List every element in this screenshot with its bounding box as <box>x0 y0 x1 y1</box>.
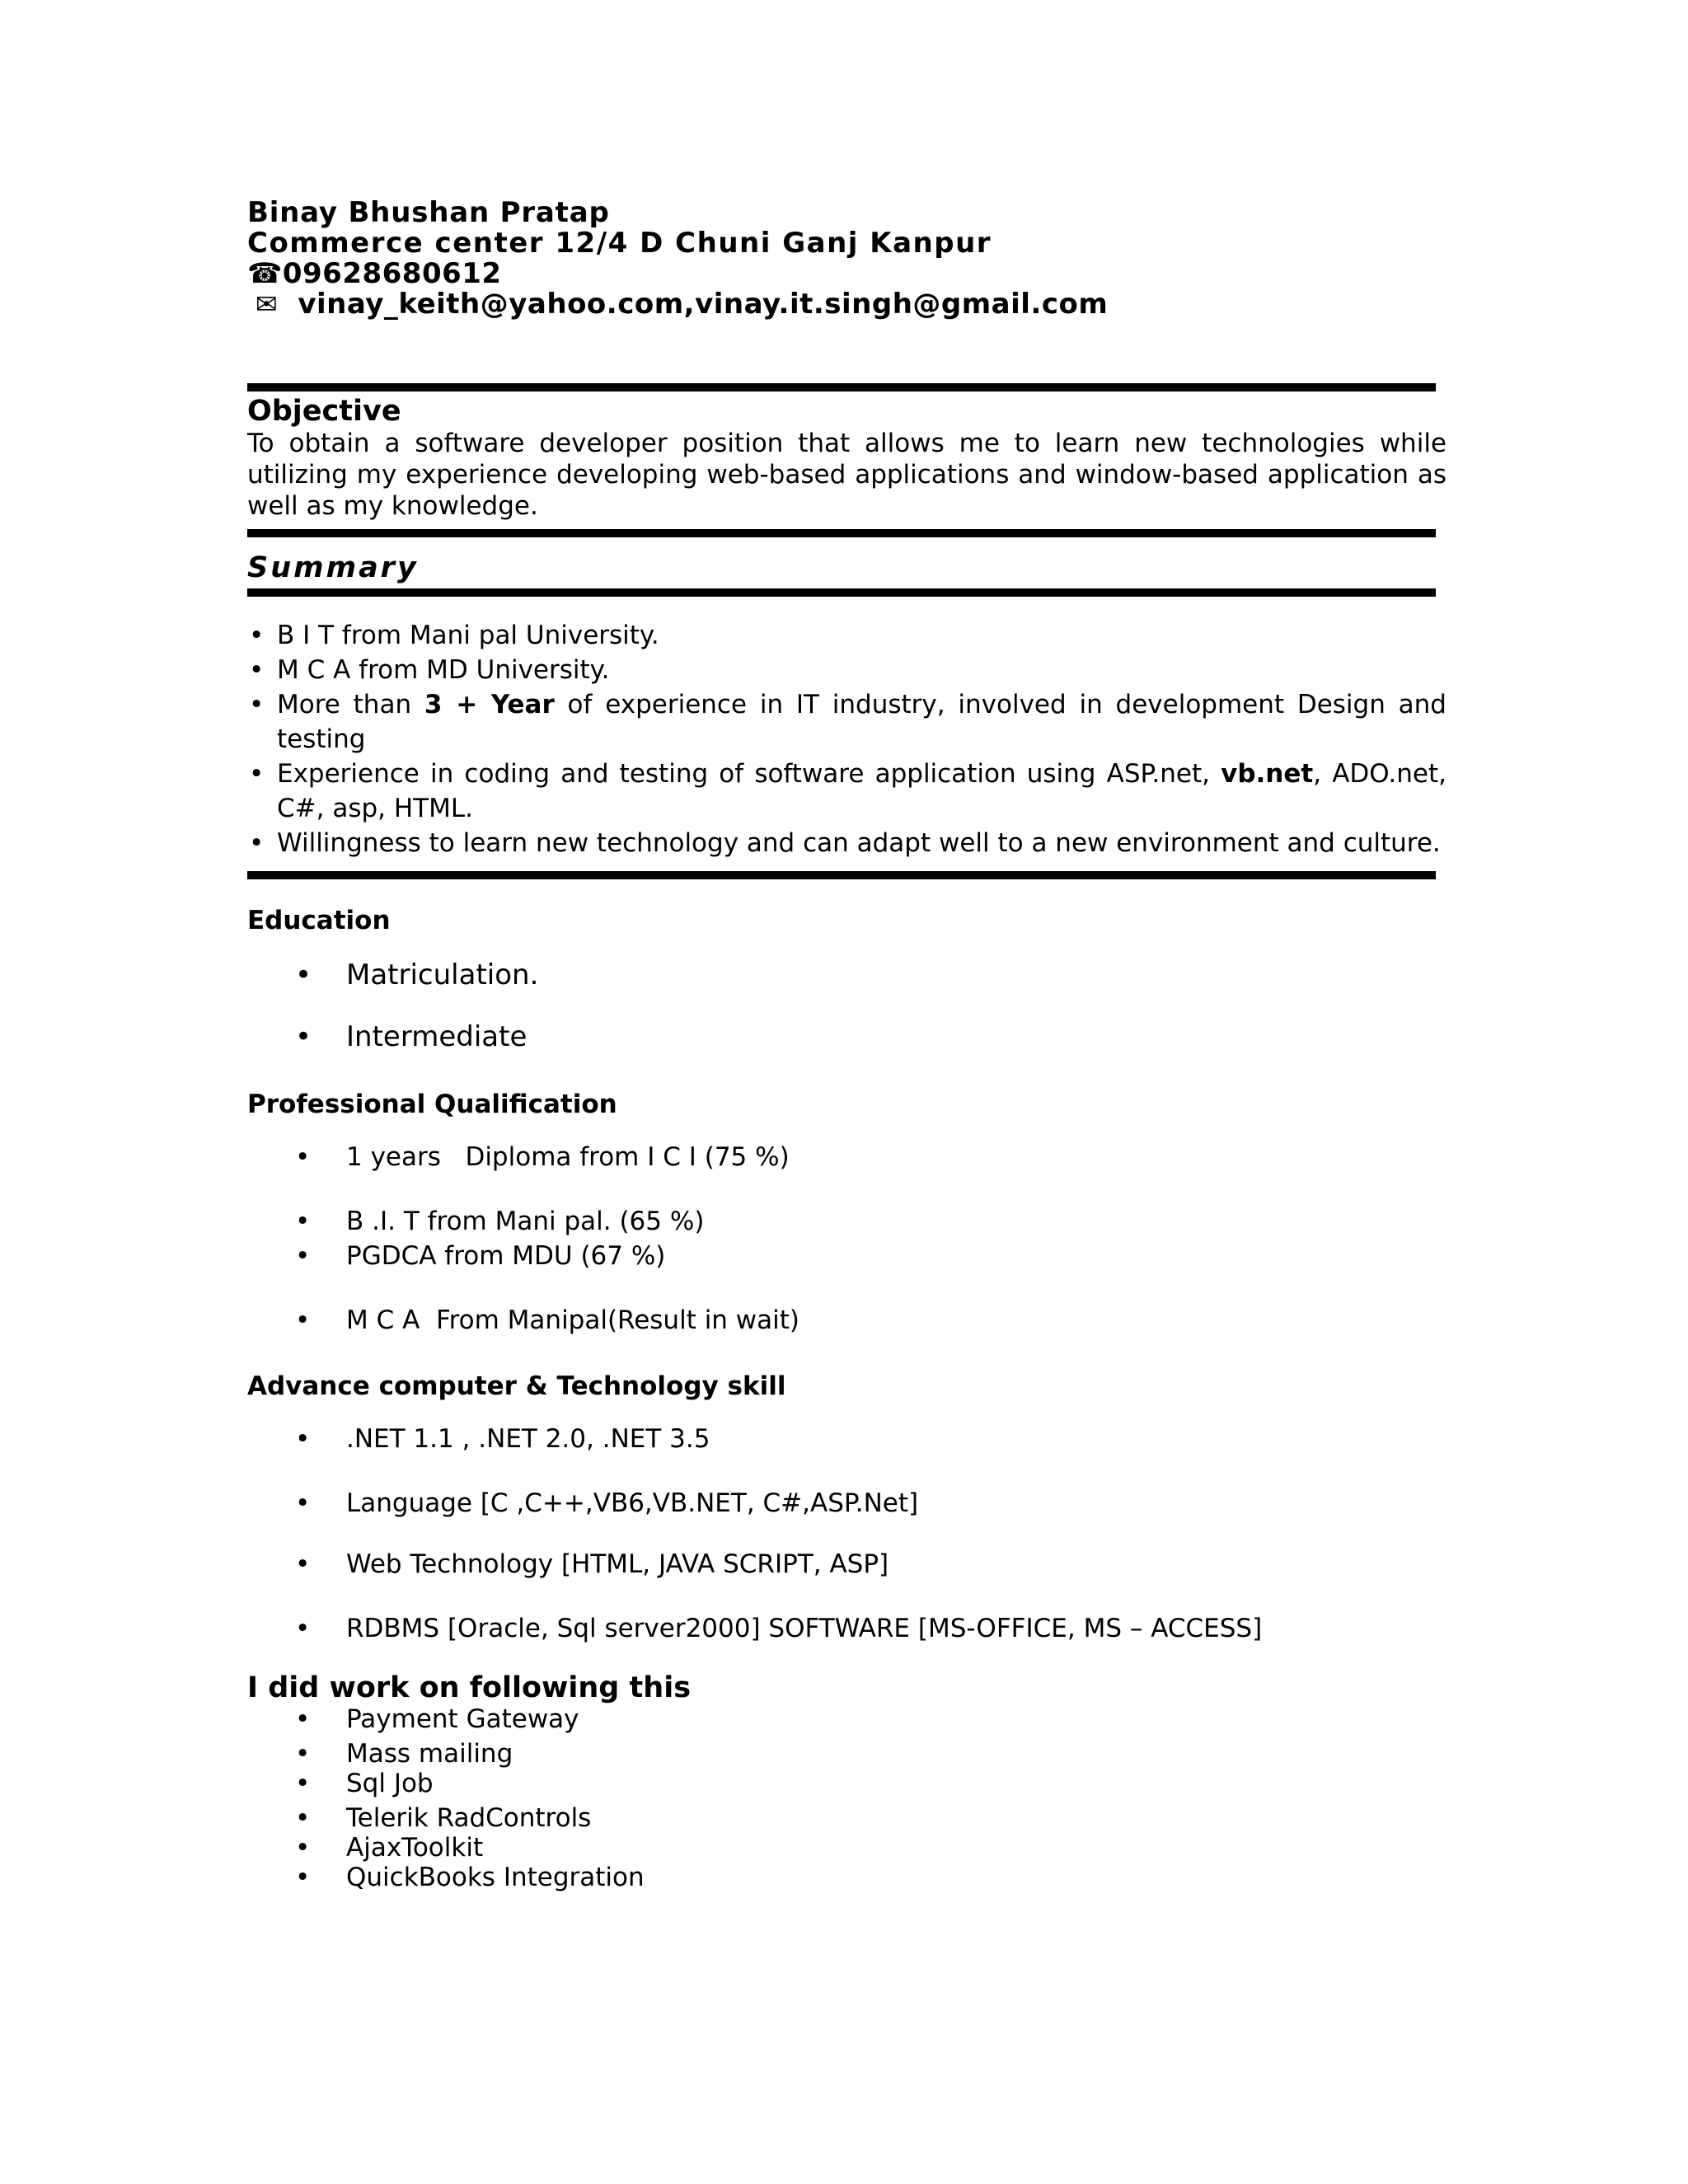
bullet-icon: • <box>295 1863 311 1892</box>
work-item <box>247 1739 1447 1769</box>
skill-item-text: .NET 1.1 , .NET 2.0, .NET 3.5 <box>346 1424 710 1454</box>
summary-item <box>247 826 1447 860</box>
summary-item <box>247 687 1447 757</box>
summary-item-text: Experience in coding and testing of software application using ASP.net, <box>277 759 1221 789</box>
work-item-text: Mass mailing <box>346 1739 513 1769</box>
education-item <box>247 958 1447 991</box>
divider <box>247 588 1436 597</box>
skill-item-text: RDBMS [Oracle, Sql server2000] SOFTWARE [MS-OFFICE, MS – ACCESS] <box>346 1614 1263 1643</box>
education-item-text: Intermediate <box>346 1020 528 1053</box>
qualification-item-text: B .I. T from Mani pal. (65 %) <box>346 1207 705 1236</box>
skill-item <box>247 1614 1447 1643</box>
qualification-item-text: PGDCA from MDU (67 %) <box>346 1241 666 1271</box>
envelope-icon: ✉ <box>256 288 279 320</box>
skills-title: Advance computer & Technology skill <box>247 1371 786 1401</box>
work-item-text: Sql Job <box>346 1769 434 1798</box>
skill-item <box>247 1549 1447 1579</box>
bullet-icon: • <box>295 1614 311 1643</box>
divider <box>247 871 1436 879</box>
bullet-icon: • <box>249 828 265 858</box>
work-item-text: QuickBooks Integration <box>346 1863 645 1892</box>
bullet-icon: • <box>295 1305 311 1335</box>
summary-title: Summary <box>247 551 419 584</box>
summary-item <box>247 618 1447 653</box>
qualification-item-text: M C A From Manipal(Result in wait) <box>346 1305 800 1335</box>
email-line <box>247 289 1447 320</box>
bullet-icon: • <box>295 1803 311 1833</box>
qualification-item <box>247 1241 1447 1271</box>
bullet-icon: • <box>249 621 265 650</box>
work-title: I did work on following this <box>247 1671 692 1704</box>
work-item-text: Payment Gateway <box>346 1704 579 1734</box>
telephone-icon: ☎ <box>247 257 283 290</box>
phone-line <box>247 259 1447 289</box>
education-item <box>247 1020 1447 1053</box>
work-list <box>247 1704 1447 1892</box>
summary-item-text: M C A from MD University. <box>277 655 610 685</box>
bullet-icon: • <box>295 1739 311 1769</box>
email-addresses: vinay_keith@yahoo.com,vinay.it.singh@gmail.com <box>298 288 1109 321</box>
bullet-icon: • <box>295 1769 311 1798</box>
education-title: Education <box>247 906 391 935</box>
objective-text: To obtain a software developer position that allows me to learn new technologies while utilizing my experience developing web-based applications and window-based application as well as my knowledge. <box>247 429 1447 521</box>
work-item <box>247 1803 1447 1833</box>
summary-item-emphasis: 3 + Year <box>424 690 555 719</box>
bullet-icon: • <box>295 1488 311 1518</box>
qualification-item <box>247 1305 1447 1335</box>
bullet-icon: • <box>249 655 265 685</box>
bullet-icon: • <box>295 958 312 991</box>
summary-item-emphasis: vb.net <box>1221 759 1314 789</box>
summary-item-text: Willingness to learn new technology and can adapt well to a new environment and culture. <box>277 828 1441 858</box>
divider <box>247 383 1436 391</box>
work-item <box>247 1704 1447 1734</box>
education-list <box>247 958 1447 1053</box>
bullet-icon: • <box>295 1142 311 1172</box>
qualification-list <box>247 1142 1447 1335</box>
divider <box>247 529 1436 537</box>
work-item <box>247 1833 1447 1863</box>
resume-page <box>247 198 1447 1892</box>
work-item-text: Telerik RadControls <box>346 1803 592 1833</box>
candidate-name: Binay Bhushan Pratap <box>247 196 610 229</box>
phone-number: 09628680612 <box>282 257 502 290</box>
bullet-icon: • <box>295 1241 311 1271</box>
summary-item <box>247 653 1447 687</box>
bullet-icon: • <box>295 1424 311 1454</box>
work-item <box>247 1863 1447 1892</box>
summary-item-text: of experience in IT industry, involved in development Design and testing <box>277 690 1447 754</box>
work-item <box>247 1769 1447 1798</box>
summary-item-text: B I T from Mani pal University. <box>277 621 659 650</box>
bullet-icon: • <box>295 1704 311 1734</box>
summary-item-text: , ADO.net, C#, asp, HTML. <box>277 759 1447 823</box>
work-item-text: AjaxToolkit <box>346 1833 484 1863</box>
summary-item-text: More than <box>277 690 424 719</box>
skill-item-text: Web Technology [HTML, JAVA SCRIPT, ASP] <box>346 1549 889 1579</box>
summary-list <box>247 618 1447 860</box>
bullet-icon: • <box>295 1207 311 1236</box>
bullet-icon: • <box>249 690 265 719</box>
education-item-text: Matriculation. <box>346 958 539 991</box>
qualification-item <box>247 1142 1447 1172</box>
address: Commerce center 12/4 D Chuni Ganj Kanpur <box>247 227 992 260</box>
objective-title: Objective <box>247 395 401 428</box>
header <box>247 198 1447 320</box>
skill-item <box>247 1424 1447 1454</box>
qualification-title: Professional Qualification <box>247 1090 617 1119</box>
skill-item <box>247 1488 1447 1518</box>
qualification-item-text: 1 years Diploma from I C I (75 %) <box>346 1142 790 1172</box>
objective-section <box>247 395 1447 522</box>
skills-list <box>247 1424 1447 1643</box>
bullet-icon: • <box>295 1833 311 1863</box>
skill-item-text: Language [C ,C++,VB6,VB.NET, C#,ASP.Net] <box>346 1488 919 1518</box>
qualification-item <box>247 1207 1447 1236</box>
bullet-icon: • <box>295 1549 311 1579</box>
bullet-icon: • <box>295 1020 312 1053</box>
bullet-icon: • <box>249 759 265 789</box>
summary-item <box>247 757 1447 826</box>
